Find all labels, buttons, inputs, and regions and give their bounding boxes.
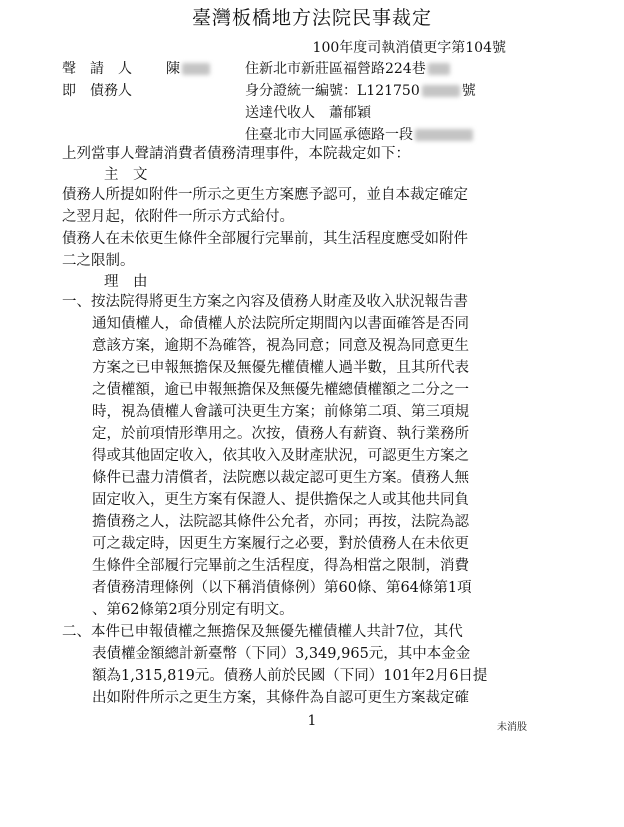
debtor-label: 即 債務人: [62, 83, 132, 99]
main-heading: 主 文: [104, 167, 148, 183]
section1-line: 得或其他固定收入，依其收入及財產狀況，可認更生方案之: [92, 448, 469, 464]
main-line: 債務人在未依更生條件全部履行完畢前，其生活程度應受如附件: [62, 231, 468, 247]
service-agent: 送達代收人 蕭郁穎: [245, 105, 371, 121]
case-number: 100年度司執消債更字第104號: [312, 40, 506, 56]
id-number: 身分證統一編號：L121750 號: [245, 83, 476, 99]
redaction-mark: [415, 129, 473, 141]
section1-line: 定，於前項情形準用之。次按，債務人有薪資、執行業務所: [92, 426, 469, 442]
section2-line: 表債權金額總計新臺幣（下同）3,349,965元，其中本金金: [92, 646, 471, 662]
redaction-mark: [182, 63, 210, 75]
section1-line: 方案之已申報無擔保及無優先權債權人過半數，且其所代表: [92, 360, 469, 376]
section1-line: 、第62條第2項分別定有明文。: [92, 602, 294, 618]
page-number: 1: [307, 713, 317, 729]
section1-line: 一、按法院得將更生方案之內容及債務人財產及收入狀況報告書: [62, 294, 468, 310]
section1-line: 固定收入，更生方案有保證人、提供擔保之人或其他共同負: [92, 492, 469, 508]
petitioner-name: 陳: [166, 58, 210, 78]
section1-line: 擔債務之人，法院認其條件公允者，亦同；再按，法院為認: [92, 514, 469, 530]
main-line: 之翌月起，依附件一所示方式給付。: [62, 209, 294, 225]
section1-line: 生條件全部履行完畢前之生活程度，得為相當之限制，消費: [92, 558, 469, 574]
clerk-stamp: 未消股: [497, 722, 527, 733]
section1-line: 可之裁定時，因更生方案履行之必要，對於債務人在未依更: [92, 536, 469, 552]
section1-line: 通知債權人，命債權人於法院所定期間內以書面確答是否同: [92, 316, 469, 332]
intro-line: 上列當事人聲請消費者債務清理事件，本院裁定如下：: [62, 146, 410, 162]
section1-line: 條件已盡力清償者，法院應以裁定認可更生方案。債務人無: [92, 470, 469, 486]
section2-line: 出如附件所示之更生方案，其條件為自認可更生方案裁定確: [92, 690, 469, 706]
petitioner-address: 住新北市新莊區福營路224巷: [245, 58, 450, 78]
main-line: 二之限制。: [62, 253, 135, 269]
document-title: 臺灣板橋地方法院民事裁定: [191, 7, 432, 29]
redaction-mark: [422, 85, 460, 97]
petitioner-label: 聲 請 人: [62, 61, 132, 77]
reason-heading: 理 由: [104, 274, 148, 290]
section2-line: 額為1,315,819元。債務人前於民國（下同）101年2月6日提: [92, 668, 488, 684]
agent-address: 住臺北市大同區承德路一段: [245, 124, 473, 144]
section1-line: 之債權額，逾已申報無擔保及無優先權總債權額之二分之一: [92, 382, 469, 398]
section1-line: 意該方案，逾期不為確答，視為同意；同意及視為同意更生: [92, 338, 469, 354]
redaction-mark: [428, 63, 450, 75]
section2-line: 二、本件已申報債權之無擔保及無優先權債權人共計7位，其代: [62, 624, 463, 640]
main-line: 債務人所提如附件一所示之更生方案應予認可，並自本裁定確定: [62, 187, 468, 203]
section1-line: 者債務清理條例（以下稱消債條例）第60條、第64條第1項: [92, 580, 472, 596]
section1-line: 時，視為債權人會議可決更生方案；前條第二項、第三項規: [92, 404, 469, 420]
